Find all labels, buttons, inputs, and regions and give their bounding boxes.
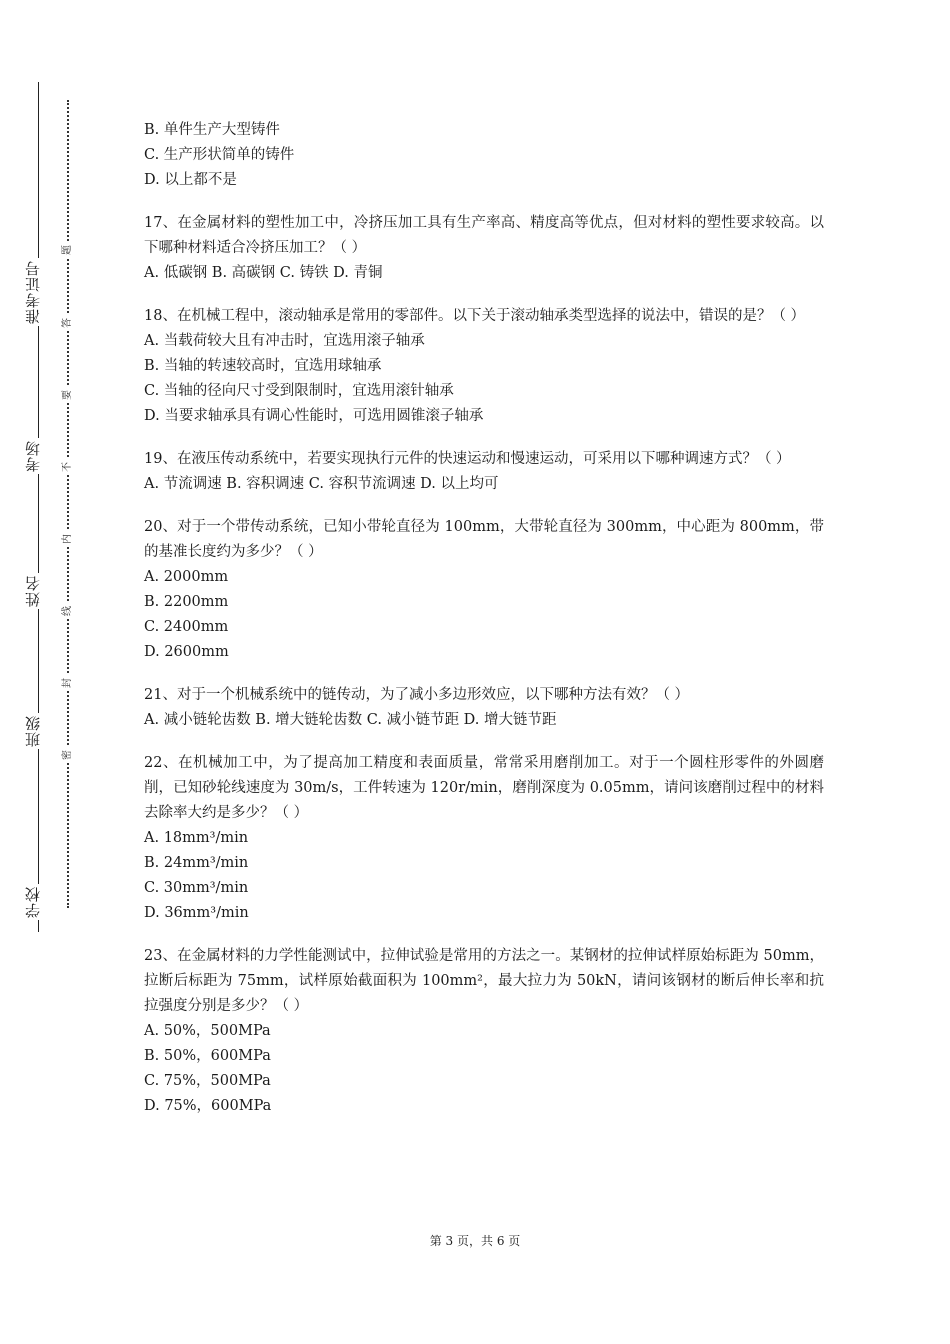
seal-char: 线: [61, 603, 75, 619]
exam-room-label: 考场: [24, 438, 46, 474]
option: C. 30mm³/min: [144, 880, 249, 896]
option: A. 减小链轮齿数 B. 增大链轮齿数 C. 减小链节距 D. 增大链节距: [144, 712, 557, 728]
name-label: 姓名: [24, 573, 46, 609]
option: A. 50%，500MPa: [144, 1023, 271, 1039]
option: B. 当轴的转速较高时，宜选用球轴承: [144, 358, 382, 374]
question-19: [144, 447, 824, 497]
option: A. 节流调速 B. 容积调速 C. 容积节流调速 D. 以上均可: [144, 476, 499, 492]
page-number: 第 3 页，共 6 页: [429, 1234, 521, 1248]
question-stem: 23、在金属材料的力学性能测试中，拉伸试验是常用的方法之一。某钢材的拉伸试样原始标距为 50mm，拉断后标距为 75mm，试样原始截面积为 100mm²，最大拉力为 50kN，请问该钢材的断后伸长率和抗拉强度分别是多少？（ ）: [144, 948, 824, 1014]
seal-char: 答: [61, 315, 75, 331]
seal-char: 密: [61, 747, 75, 763]
question-stem: 22、在机械加工中，为了提高加工精度和表面质量，常常采用磨削加工。对于一个圆柱形零件的外圆磨削，已知砂轮线速度为 30m/s，工件转速为 120r/min，磨削深度为 0.05mm，请问该磨削过程中的材料去除率大约是多少？（ ）: [144, 755, 824, 821]
option: A. 2000mm: [144, 569, 229, 585]
option: A. 18mm³/min: [144, 830, 249, 846]
school-label: 学校: [24, 884, 46, 920]
seal-char: 不: [61, 459, 75, 475]
question-stem: 19、在液压传动系统中，若要实现执行元件的快速运动和慢速运动，可采用以下哪种调速方式？（ ）: [144, 451, 791, 467]
option: B. 2200mm: [144, 594, 229, 610]
class-label: 班级: [24, 713, 46, 749]
exam-content: [144, 118, 824, 1137]
option: C. 当轴的径向尺寸受到限制时，宜选用滚针轴承: [144, 383, 454, 399]
option: C. 2400mm: [144, 619, 229, 635]
seal-char: 题: [61, 242, 75, 258]
seal-char: 内: [61, 531, 75, 547]
question-18: [144, 304, 824, 429]
question-20: [144, 515, 824, 665]
option: B. 24mm³/min: [144, 855, 249, 871]
seal-char: 封: [61, 675, 75, 691]
question-23: [144, 944, 824, 1119]
option: B. 单件生产大型铸件: [144, 122, 280, 138]
option: C. 生产形状简单的铸件: [144, 147, 295, 163]
question-stem: 20、对于一个带传动系统，已知小带轮直径为 100mm，大带轮直径为 300mm，中心距为 800mm，带的基准长度约为多少？（ ）: [144, 519, 824, 560]
option: A. 低碳钢 B. 高碳钢 C. 铸铁 D. 青铜: [144, 265, 383, 281]
option: C. 75%，500MPa: [144, 1073, 271, 1089]
option: D. 75%，600MPa: [144, 1098, 272, 1114]
option: D. 当要求轴承具有调心性能时，可选用圆锥滚子轴承: [144, 408, 484, 424]
option: A. 当载荷较大且有冲击时，宜选用滚子轴承: [144, 333, 425, 349]
exam-id-label: 准考证号: [24, 258, 46, 326]
question-stem: 18、在机械工程中，滚动轴承是常用的零部件。以下关于滚动轴承类型选择的说法中，错误的是？（ ）: [144, 308, 806, 324]
question-22: [144, 751, 824, 926]
outer-binding-line: [38, 82, 39, 932]
question-17: [144, 211, 824, 286]
question-stem: 21、对于一个机械系统中的链传动，为了减小多边形效应，以下哪种方法有效？（ ）: [144, 687, 690, 703]
question-stem: 17、在金属材料的塑性加工中，冷挤压加工具有生产率高、精度高等优点，但对材料的塑性要求较高。以下哪种材料适合冷挤压加工？（ ）: [144, 215, 824, 256]
question-21: [144, 683, 824, 733]
option: D. 36mm³/min: [144, 905, 249, 921]
carryover-options: [144, 118, 824, 193]
seal-dotted-line: [67, 100, 69, 908]
seal-char: 要: [61, 387, 75, 403]
option: D. 以上都不是: [144, 172, 237, 188]
option: D. 2600mm: [144, 644, 229, 660]
option: B. 50%，600MPa: [144, 1048, 271, 1064]
